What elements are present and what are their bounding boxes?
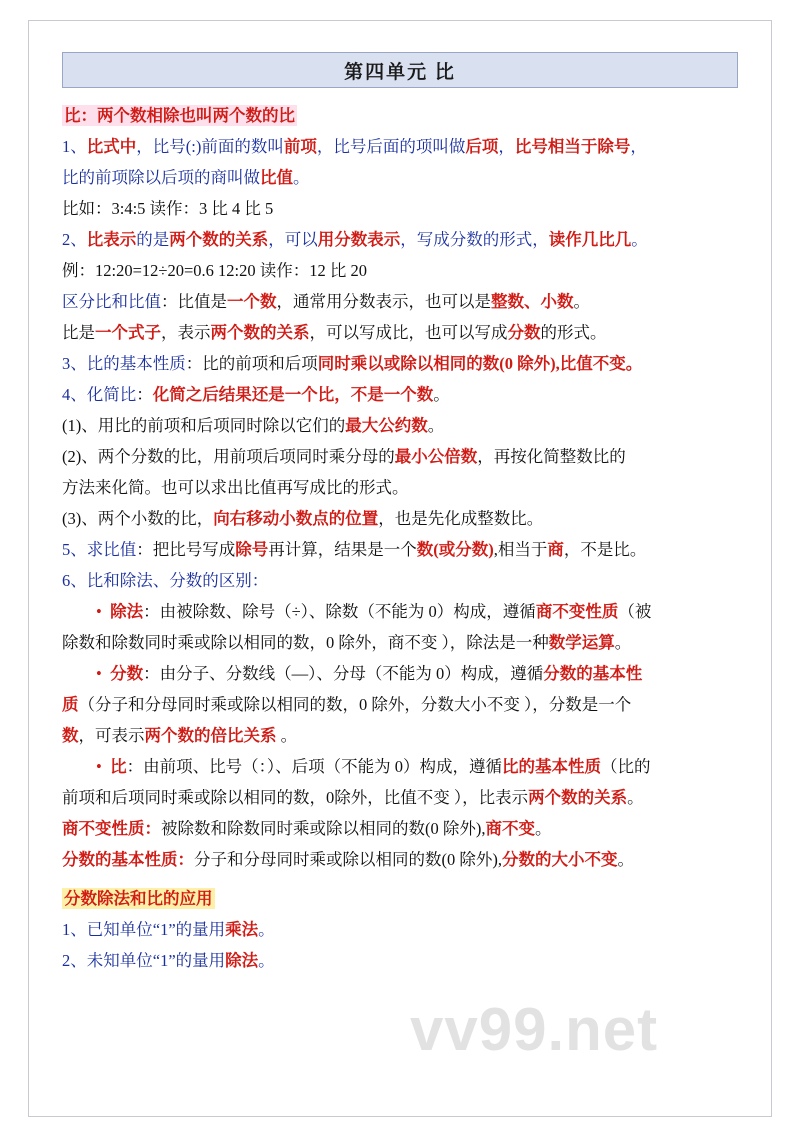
text-run: 的形式。 [540, 323, 607, 342]
bullet-line [62, 596, 752, 627]
text-run: 比如：3:4:5 读作：3 比 4 比 5 [62, 199, 274, 218]
text-run: 化简之后结果还是一个比，不是一个数 [152, 385, 434, 404]
text-run: ， [498, 137, 515, 156]
text-run: 。 [627, 788, 644, 807]
text-run: 。 [614, 633, 632, 652]
text-run: 数学运算 [548, 633, 615, 652]
text-run: ：由前项、比号（：）、后项（不能为 0）构成，遵循 [126, 757, 502, 776]
text-run: 3、 [62, 354, 87, 373]
text-run: 比是 [62, 323, 95, 342]
text-run: ， [630, 137, 647, 156]
text-run: 2、 [62, 951, 87, 970]
text-run: 读作几比几 [548, 230, 632, 249]
text-run: 两个数的关系 [210, 323, 310, 342]
section-heading-application-text: 分数除法和比的应用 [64, 889, 213, 908]
text-run: 。 [427, 416, 445, 435]
text-run: 。 [293, 168, 310, 187]
section-properties-lines [62, 813, 752, 875]
text-run: ，通常用分数表示，也可以是 [276, 292, 491, 311]
text-run: 商 [547, 540, 564, 559]
section-heading-bi [62, 100, 752, 131]
text-run: 分子和分母 [194, 850, 277, 869]
document-line [62, 782, 752, 813]
text-run: （分子和分母同时乘或除以相同的数，0 除外，分数大小不变 ），分数是一个 [78, 695, 632, 714]
text-run: 分数的基本性 [543, 664, 643, 683]
text-run: 分数的基本性质： [62, 850, 194, 869]
text-run: 1、 [62, 137, 87, 156]
text-run: ，比号后面的项叫做 [316, 137, 466, 156]
text-run: 已知单位“1”的量用 [86, 920, 226, 939]
text-run: 。 [258, 920, 275, 939]
text-run: 两个数的倍比关系 [144, 726, 277, 745]
text-run: (3)、两个小数的比， [62, 509, 214, 528]
text-run: 比的基本性质 [86, 354, 186, 373]
bullet-line [62, 658, 752, 689]
document-line [62, 844, 752, 875]
section-heading-bi-text: 比：两个数相除也叫两个数的比 [64, 106, 295, 125]
text-run: 最小公倍数 [394, 447, 478, 466]
text-run: 比的前项除以后项的商叫做 [62, 168, 260, 187]
text-run: 除数和除数同时乘或除以相同的数，0 除外，商不变 ），除法是一种 [62, 633, 549, 652]
text-run: 区分比和比值 [62, 292, 161, 311]
text-run: 两个数的关系 [528, 788, 628, 807]
text-run: ： [136, 385, 153, 404]
text-run: 。也可以求出比值再写成比的形式。 [144, 478, 409, 497]
text-run: 4、 [62, 385, 87, 404]
text-run: 2、 [62, 230, 87, 249]
text-run: 两个数的关系 [169, 230, 269, 249]
document-line [62, 503, 752, 534]
document-line [62, 472, 752, 503]
document-line [62, 255, 752, 286]
text-run: 比式中 [86, 137, 137, 156]
document-line [62, 565, 752, 596]
text-run: 前项 [283, 137, 317, 156]
text-run: 化简比 [86, 385, 137, 404]
document-line [62, 162, 752, 193]
document-body [62, 100, 752, 976]
text-run: 。 [573, 292, 590, 311]
document-line [62, 720, 752, 751]
text-run: (2)、两个分数的比，用前项后项同时乘分母的 [62, 447, 395, 466]
text-run: 除法 [110, 602, 144, 621]
bullet-dot-icon: • [96, 757, 102, 776]
document-line [62, 945, 752, 976]
section-application-lines [62, 914, 752, 976]
text-run: 商不变性质： [62, 819, 161, 838]
text-run: 质 [62, 695, 79, 714]
text-run: 未知单位“1”的量用 [86, 951, 226, 970]
text-run: ，表示 [161, 323, 211, 342]
text-run: 比的基本性质 [502, 757, 601, 776]
text-run: ：比值是 [161, 292, 227, 311]
text-run: 同时乘或除以相同的数(0 除外), [276, 850, 502, 869]
text-run: ：把比号写成 [136, 540, 236, 559]
document-line [62, 914, 752, 945]
text-run: 。 [617, 850, 634, 869]
text-run: ，比号(:)前面的数叫 [136, 137, 284, 156]
text-run: ：由分子、分数线（—）、分母（不能为 0）构成，遵循 [143, 664, 544, 683]
text-run: 1、 [62, 920, 87, 939]
text-run: ，不是比。 [563, 540, 647, 559]
text-run: 后项 [465, 137, 499, 156]
text-run: 方法来化简 [62, 478, 145, 497]
document-line [62, 286, 752, 317]
text-run: 例：12:20=12÷20=0.6 12:20 读作：12 比 20 [62, 261, 367, 280]
text-run: 。 [535, 819, 552, 838]
text-run: 乘法 [225, 920, 259, 939]
text-run: 被除数和除数同时乘或除以相同的数(0 除外), [161, 819, 486, 838]
text-run: ，也是先化成整数比。 [378, 509, 544, 528]
text-run: 一个式子 [95, 323, 161, 342]
text-run: 最大公约数 [345, 416, 428, 435]
document-line [62, 534, 752, 565]
text-run: 求比值 [86, 540, 137, 559]
text-run: 比号相当于除号 [514, 137, 631, 156]
text-run: （比的 [601, 757, 651, 776]
document-line [62, 410, 752, 441]
text-run: 。 [276, 726, 298, 745]
text-run: 商不变 [485, 819, 535, 838]
text-run: 同时乘以或除以相同的数(0 除外) [317, 354, 556, 373]
text-run: 商不变性质 [535, 602, 619, 621]
document-title-bar [62, 52, 738, 88]
text-run: 5、 [62, 540, 87, 559]
section-heading-application [62, 883, 752, 914]
text-run: (1)、用比的前项和后项同时除以它们的 [62, 416, 346, 435]
text-run: ，写成分数的形式， [400, 230, 549, 249]
text-run: （被 [618, 602, 652, 621]
text-run: 的是 [136, 230, 170, 249]
text-run: 比表示 [86, 230, 137, 249]
text-run: 向右移动小数点的位置 [213, 509, 379, 528]
section-compare-bullets [62, 596, 752, 813]
text-run: 分数 [110, 664, 144, 683]
text-run: ，可表示 [78, 726, 145, 745]
document-line [62, 193, 752, 224]
watermark-text: vv99.net [410, 996, 659, 1063]
text-run: 比值 [260, 168, 293, 187]
text-run: 。 [433, 385, 450, 404]
text-run: 。 [258, 951, 275, 970]
section-bi-lines [62, 131, 752, 596]
document-line [62, 441, 752, 472]
text-run: 比和除法、分数的区别： [86, 571, 269, 590]
text-run: 分数的大小不变 [502, 850, 618, 869]
text-run: 分数 [507, 323, 541, 342]
document-line [62, 689, 752, 720]
page-title: 第四单元 比 [344, 61, 456, 83]
text-run: 一个数 [227, 292, 277, 311]
document-line [62, 813, 752, 844]
document-line [62, 131, 752, 162]
document-line [62, 627, 752, 658]
document-line [62, 348, 752, 379]
bullet-line [62, 751, 752, 782]
text-run: 比 [110, 757, 127, 776]
text-run: ：比的前项和后项 [185, 354, 318, 373]
text-run: ：由被除数、除号（÷）、除数（不能为 0）构成，遵循 [143, 602, 536, 621]
text-run: 数(或分数) [416, 540, 494, 559]
text-run: 6、 [62, 571, 87, 590]
text-run: ,相当于 [493, 540, 548, 559]
text-run: 除法 [225, 951, 259, 970]
text-run: ,比值不变。 [555, 354, 643, 373]
text-run: ，可以写成比，也可以写成 [309, 323, 508, 342]
document-line [62, 317, 752, 348]
bullet-dot-icon: • [96, 602, 102, 621]
document-line [62, 224, 752, 255]
text-run: 用分数表示 [317, 230, 401, 249]
text-run: 除号 [235, 540, 269, 559]
bullet-dot-icon: • [96, 664, 102, 683]
document-line [62, 379, 752, 410]
text-run: 。 [631, 230, 648, 249]
text-run: 数 [62, 726, 79, 745]
text-run: 前项和后项同时乘或除以相同的数，0除外，比值不变 ），比表示 [62, 788, 529, 807]
text-run: 整数、小数 [491, 292, 574, 311]
text-run: 再计算，结果是一个 [268, 540, 417, 559]
text-run: ，再按化简整数比的 [477, 447, 626, 466]
text-run: ，可以 [268, 230, 318, 249]
